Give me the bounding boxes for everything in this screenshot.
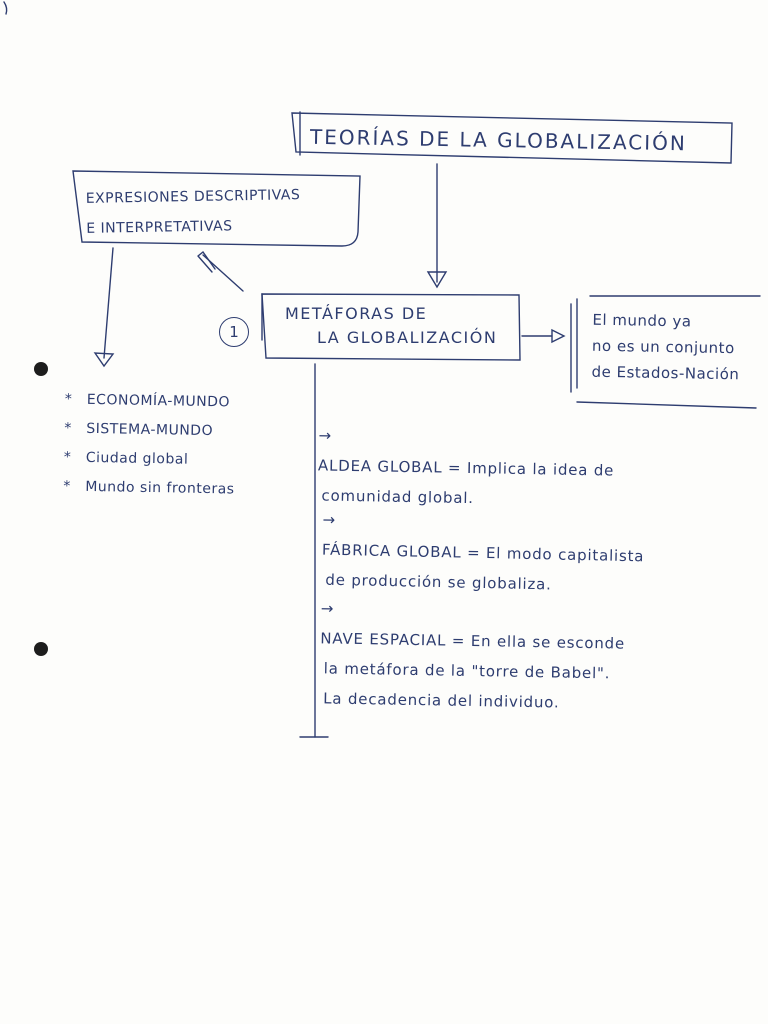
metaphors-box-text	[285, 302, 497, 350]
metaphors-number-badge: 1	[219, 317, 249, 347]
binder-hole-top	[34, 362, 48, 376]
definition-line-2: de producción se globaliza.	[325, 570, 552, 594]
list-item	[64, 415, 236, 447]
asterisk-icon: *	[64, 420, 72, 437]
arrow-right-icon: →	[322, 510, 337, 529]
metaphors-to-right-arrowhead	[552, 330, 564, 342]
asterisk-icon: *	[63, 478, 71, 495]
asterisk-icon: *	[63, 449, 72, 466]
definition-text: ALDEA GLOBAL = Implica la idea de	[317, 456, 615, 480]
arrow-right-icon: →	[318, 426, 333, 445]
definition-aldea-global	[317, 420, 615, 515]
list-item-label: Mundo sin fronteras	[85, 478, 235, 498]
definition-nave-espacial	[319, 593, 626, 718]
list-item	[64, 444, 236, 476]
leftbox-to-list-line	[104, 248, 113, 358]
list-item-label: SISTEMA-MUNDO	[86, 420, 214, 440]
definition-line-3: La decadencia del individuo.	[323, 689, 560, 712]
list-item	[65, 386, 237, 418]
left-box-line-1: EXPRESIONES DESCRIPTIVAS	[85, 187, 301, 207]
binder-hole-bottom	[34, 642, 48, 656]
right-box-text	[591, 307, 740, 388]
left-box-line-2: E INTERPRETATIVAS	[86, 218, 233, 237]
right-box-line-3: de Estados-Nación	[591, 362, 740, 384]
asterisk-icon: *	[64, 391, 73, 408]
definition-line-1	[320, 593, 626, 658]
definition-line-1	[322, 505, 645, 572]
definition-line-1	[318, 420, 615, 485]
list-item-label: ECONOMÍA-MUNDO	[86, 391, 231, 411]
definition-text: NAVE ESPACIAL = En ella se esconde	[320, 629, 626, 653]
metaphors-to-leftbox-arrowhead	[198, 252, 215, 272]
right-box-line-2: no es un conjunto	[591, 336, 735, 358]
list-item-label: Ciudad global	[85, 449, 189, 468]
definition-text: FÁBRICA GLOBAL = El modo capitalista	[321, 540, 645, 566]
definition-fabrica-global	[321, 505, 645, 602]
metaphors-line-2: LA GLOBALIZACIÓN	[317, 328, 498, 347]
expressions-list	[63, 386, 236, 505]
arrow-right-icon: →	[320, 599, 335, 618]
right-box-line-1: El mundo ya	[592, 310, 692, 331]
definition-line-2: la metáfora de la "torre de Babel".	[323, 659, 611, 683]
metaphors-line-1: METÁFORAS DE	[285, 304, 428, 323]
left-box-text	[85, 180, 301, 244]
page-title: TEORÍAS DE LA GLOBALIZACIÓN	[309, 124, 688, 156]
list-item	[63, 473, 235, 505]
definition-line-2: comunidad global.	[321, 486, 474, 508]
